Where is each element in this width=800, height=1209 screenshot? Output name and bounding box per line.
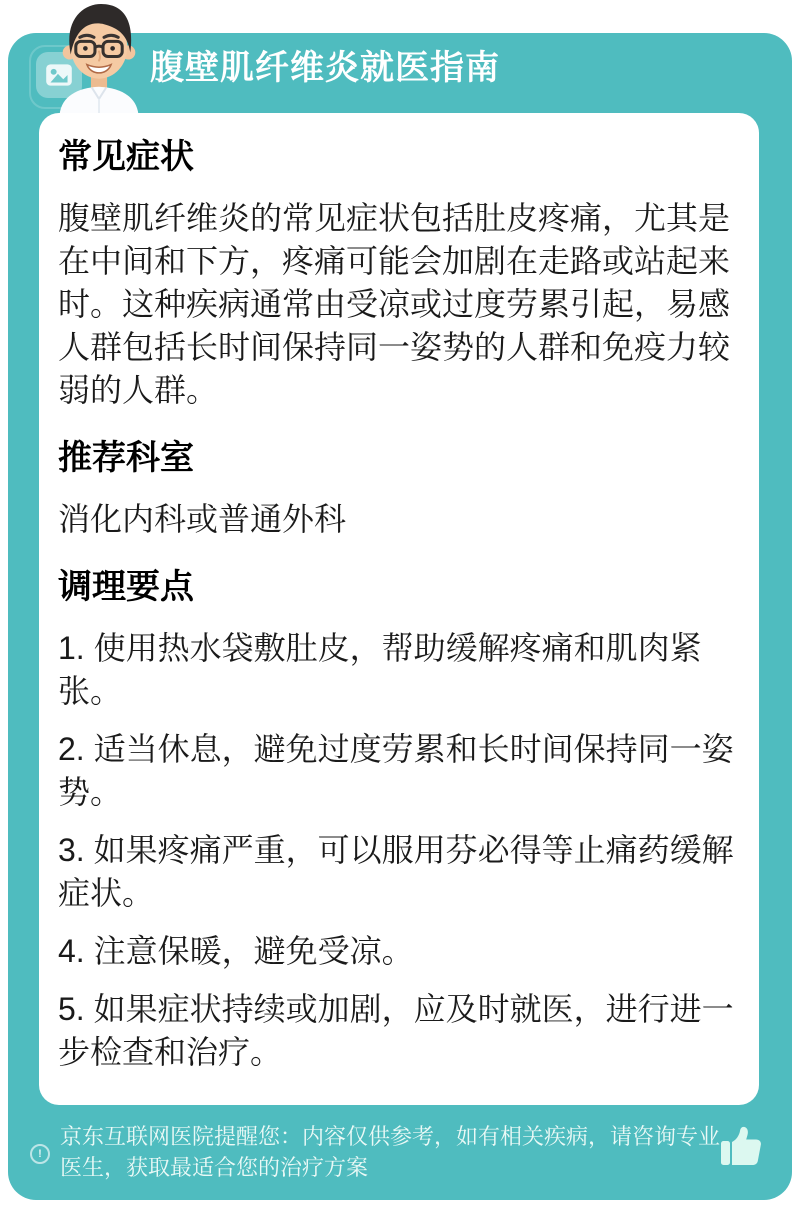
section-heading-common-symptoms: 常见症状 [58, 138, 194, 176]
care-point-item: 5. 如果症状持续或加剧，应及时就医，进行进一步检查和治疗。 [58, 991, 734, 1070]
care-points-list [58, 627, 739, 1074]
care-point-item: 1. 使用热水袋敷肚皮，帮助缓解疼痛和肌肉紧张。 [58, 630, 702, 709]
footer-disclaimer: 京东互联网医院提醒您：内容仅供参考，如有相关疾病，请咨询专业医生，获取最适合您的治疗方案 [60, 1124, 721, 1180]
info-icon: ! [30, 1144, 50, 1164]
section-heading-care-points: 调理要点 [58, 568, 194, 606]
page-title: 腹壁肌纤维炎就医指南 [150, 49, 500, 87]
thumbs-up-icon[interactable] [718, 1124, 764, 1168]
doctor-avatar [46, 1, 152, 114]
recommended-department-text: 消化内科或普通外科 [58, 501, 347, 537]
section-heading-recommended-department: 推荐科室 [58, 439, 194, 477]
care-point-item: 2. 适当休息，避免过度劳累和长时间保持同一姿势。 [58, 731, 734, 810]
common-symptoms-text: 腹壁肌纤维炎的常见症状包括肚皮疼痛，尤其是在中间和下方，疼痛可能会加剧在走路或站起来时。这种疾病通常由受凉或过度劳累引起，易感人群包括长时间保持同一姿势的人群和免疫力较弱的人群。 [58, 200, 731, 408]
guide-card [39, 113, 759, 1105]
care-point-item: 4. 注意保暖，避免受凉。 [58, 933, 414, 969]
care-point-item: 3. 如果疼痛严重，可以服用芬必得等止痛药缓解症状。 [58, 832, 734, 911]
